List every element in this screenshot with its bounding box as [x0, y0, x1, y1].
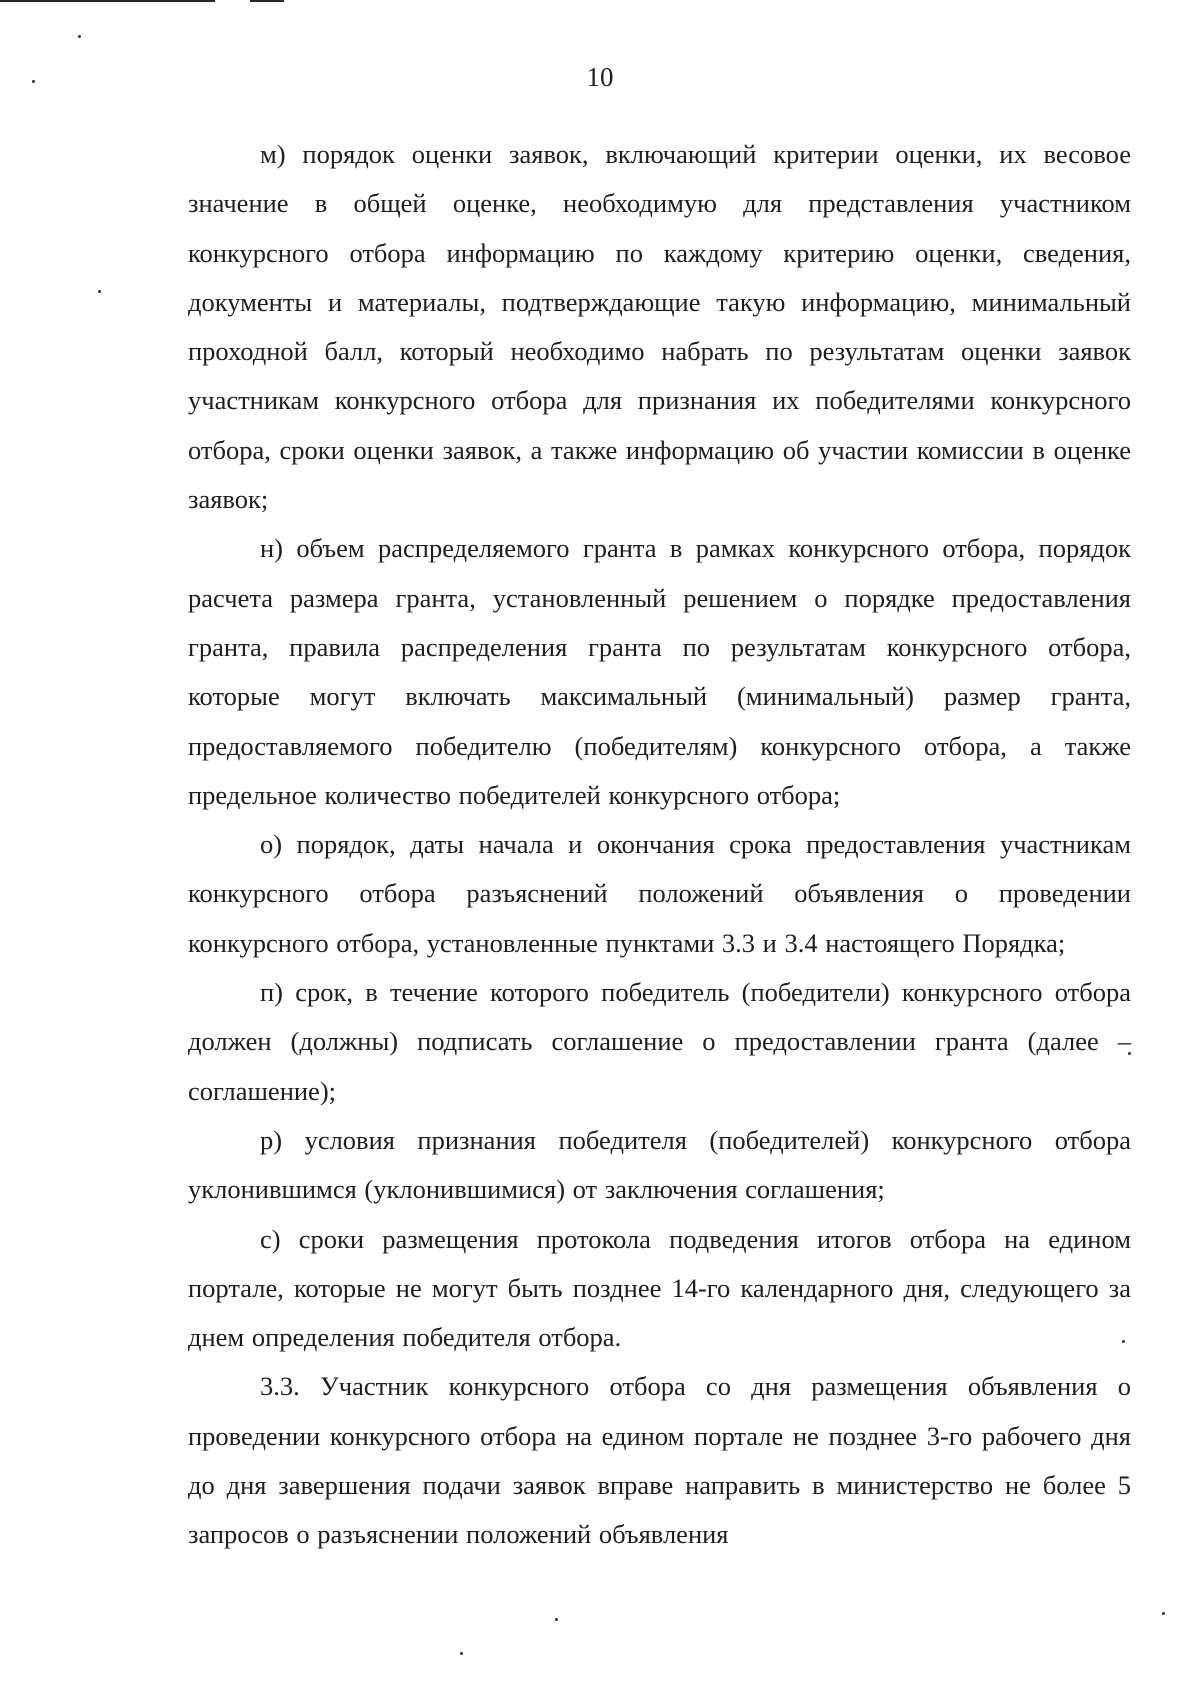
- paragraph-r: р) условия признания победителя (победителей) конкурсного отбора уклонившимся (уклонившимися) от заключения соглашения;: [188, 1124, 1131, 1205]
- scan-speck: [78, 35, 81, 38]
- paragraph-3-3: 3.3. Участник конкурсного отбора со дня размещения объявления о проведении конкурсного отбора на едином портале не позднее 3-го рабочего дня до дня завершения подачи заявок вправе направить в министерство не более 5 запросов о разъяснении положений объявления: [188, 1371, 1131, 1550]
- scan-speck: [98, 290, 101, 293]
- paragraph-n: н) объем распределяемого гранта в рамках конкурсного отбора, порядок расчета размера гранта, установленный решением о порядке предоставления гранта, правила распределения гранта по результатам конкурсного отбора, которые могут включать максимальный (минимальный) размер гранта, предоставляемого победителю (победителям) конкурсного отбора, а также предельное количество победителей конкурсного отбора;: [188, 533, 1131, 810]
- scan-speck: [460, 1652, 463, 1655]
- scan-speck: [1162, 1612, 1165, 1615]
- scan-edge-line: [0, 0, 215, 2]
- scan-edge-line: [250, 0, 284, 2]
- paragraph-o: о) порядок, даты начала и окончания срока предоставления участникам конкурсного отбора разъяснений положений объявления о проведении конкурсного отбора, установленные пунктами 3.3 и 3.4 настоящего Порядка;: [188, 829, 1131, 958]
- scan-speck: [555, 1618, 558, 1621]
- paragraph-m: м) порядок оценки заявок, включающий критерии оценки, их весовое значение в общей оценке, необходимую для представления участником конкурсного отбора информацию по каждому критерию оценки, сведения, документы и материалы, подтверждающие такую информацию, минимальный проходной балл, который необходимо набрать по результатам оценки заявок участникам конкурсного отбора для признания их победителями конкурсного отбора, сроки оценки заявок, а также информацию об участии комиссии в оценке заявок;: [188, 139, 1131, 515]
- page-number: 10: [586, 62, 614, 92]
- paragraph-p: п) срок, в течение которого победитель (победители) конкурсного отбора должен (должны) подписать соглашение о предоставлении гранта (далее – соглашение);: [188, 977, 1131, 1106]
- document-body: [188, 130, 1131, 1560]
- paragraph-s: с) сроки размещения протокола подведения итогов отбора на едином портале, которые не могут быть позднее 14-го календарного дня, следующего за днем определения победителя отбора.: [188, 1223, 1131, 1353]
